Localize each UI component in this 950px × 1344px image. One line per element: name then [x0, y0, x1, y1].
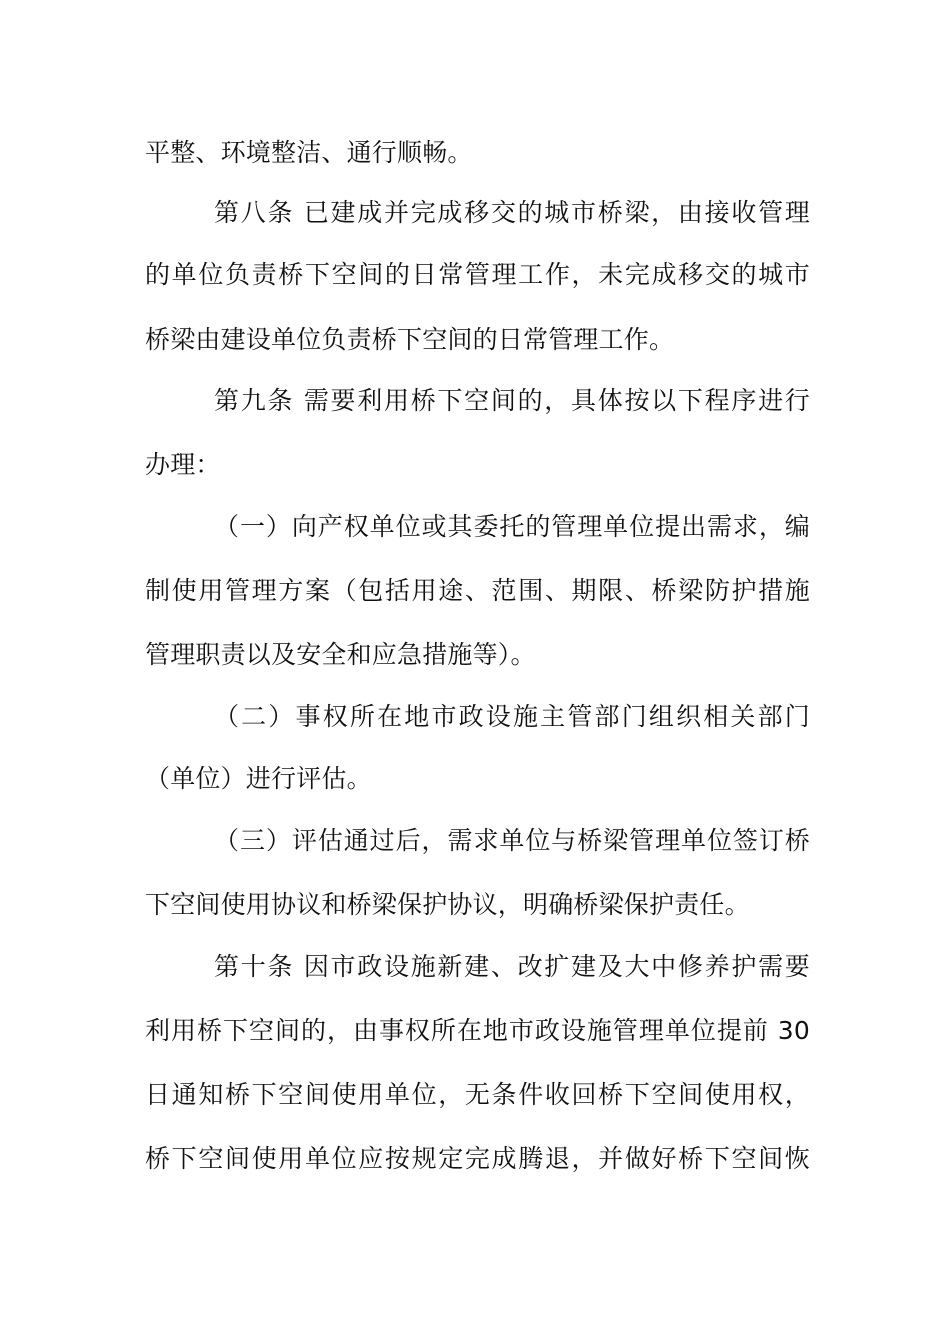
text-line-6: 办理： [145, 450, 221, 479]
article-9-heading-line: 第九条 需要利用桥下空间的，具体按以下程序进行 [214, 386, 810, 415]
text-line-4: 桥梁由建设单位负责桥下空间的日常管理工作。 [145, 325, 675, 354]
text-line-9: 管理职责以及安全和应急措施等）。 [145, 640, 536, 669]
text-line-17: 桥下空间使用单位应按规定完成腾退，并做好桥下空间恢 [145, 1144, 810, 1173]
text-line-13: 下空间使用协议和桥梁保护协议，明确桥梁保护责任。 [145, 890, 750, 919]
article-8-heading-line: 第八条 已建成并完成移交的城市桥梁，由接收管理 [214, 198, 810, 227]
text-line-3: 的单位负责桥下空间的日常管理工作，未完成移交的城市 [145, 260, 810, 289]
item-3-line: （三）评估通过后，需求单位与桥梁管理单位签订桥 [214, 826, 810, 855]
item-1-line: （一）向产权单位或其委托的管理单位提出需求，编 [214, 512, 810, 541]
text-line-15: 利用桥下空间的，由事权所在地市政设施管理单位提前 30 [145, 1016, 810, 1045]
text-line-11: （单位）进行评估。 [145, 764, 372, 793]
text-line-8: 制使用管理方案（包括用途、范围、期限、桥梁防护措施 [145, 576, 810, 605]
item-2-line: （二）事权所在地市政设施主管部门组织相关部门 [214, 702, 810, 731]
article-10-heading-line: 第十条 因市政设施新建、改扩建及大中修养护需要 [214, 952, 810, 981]
text-line-16: 日通知桥下空间使用单位，无条件收回桥下空间使用权， [145, 1080, 810, 1109]
text-line-1: 平整、环境整洁、通行顺畅。 [145, 138, 473, 167]
